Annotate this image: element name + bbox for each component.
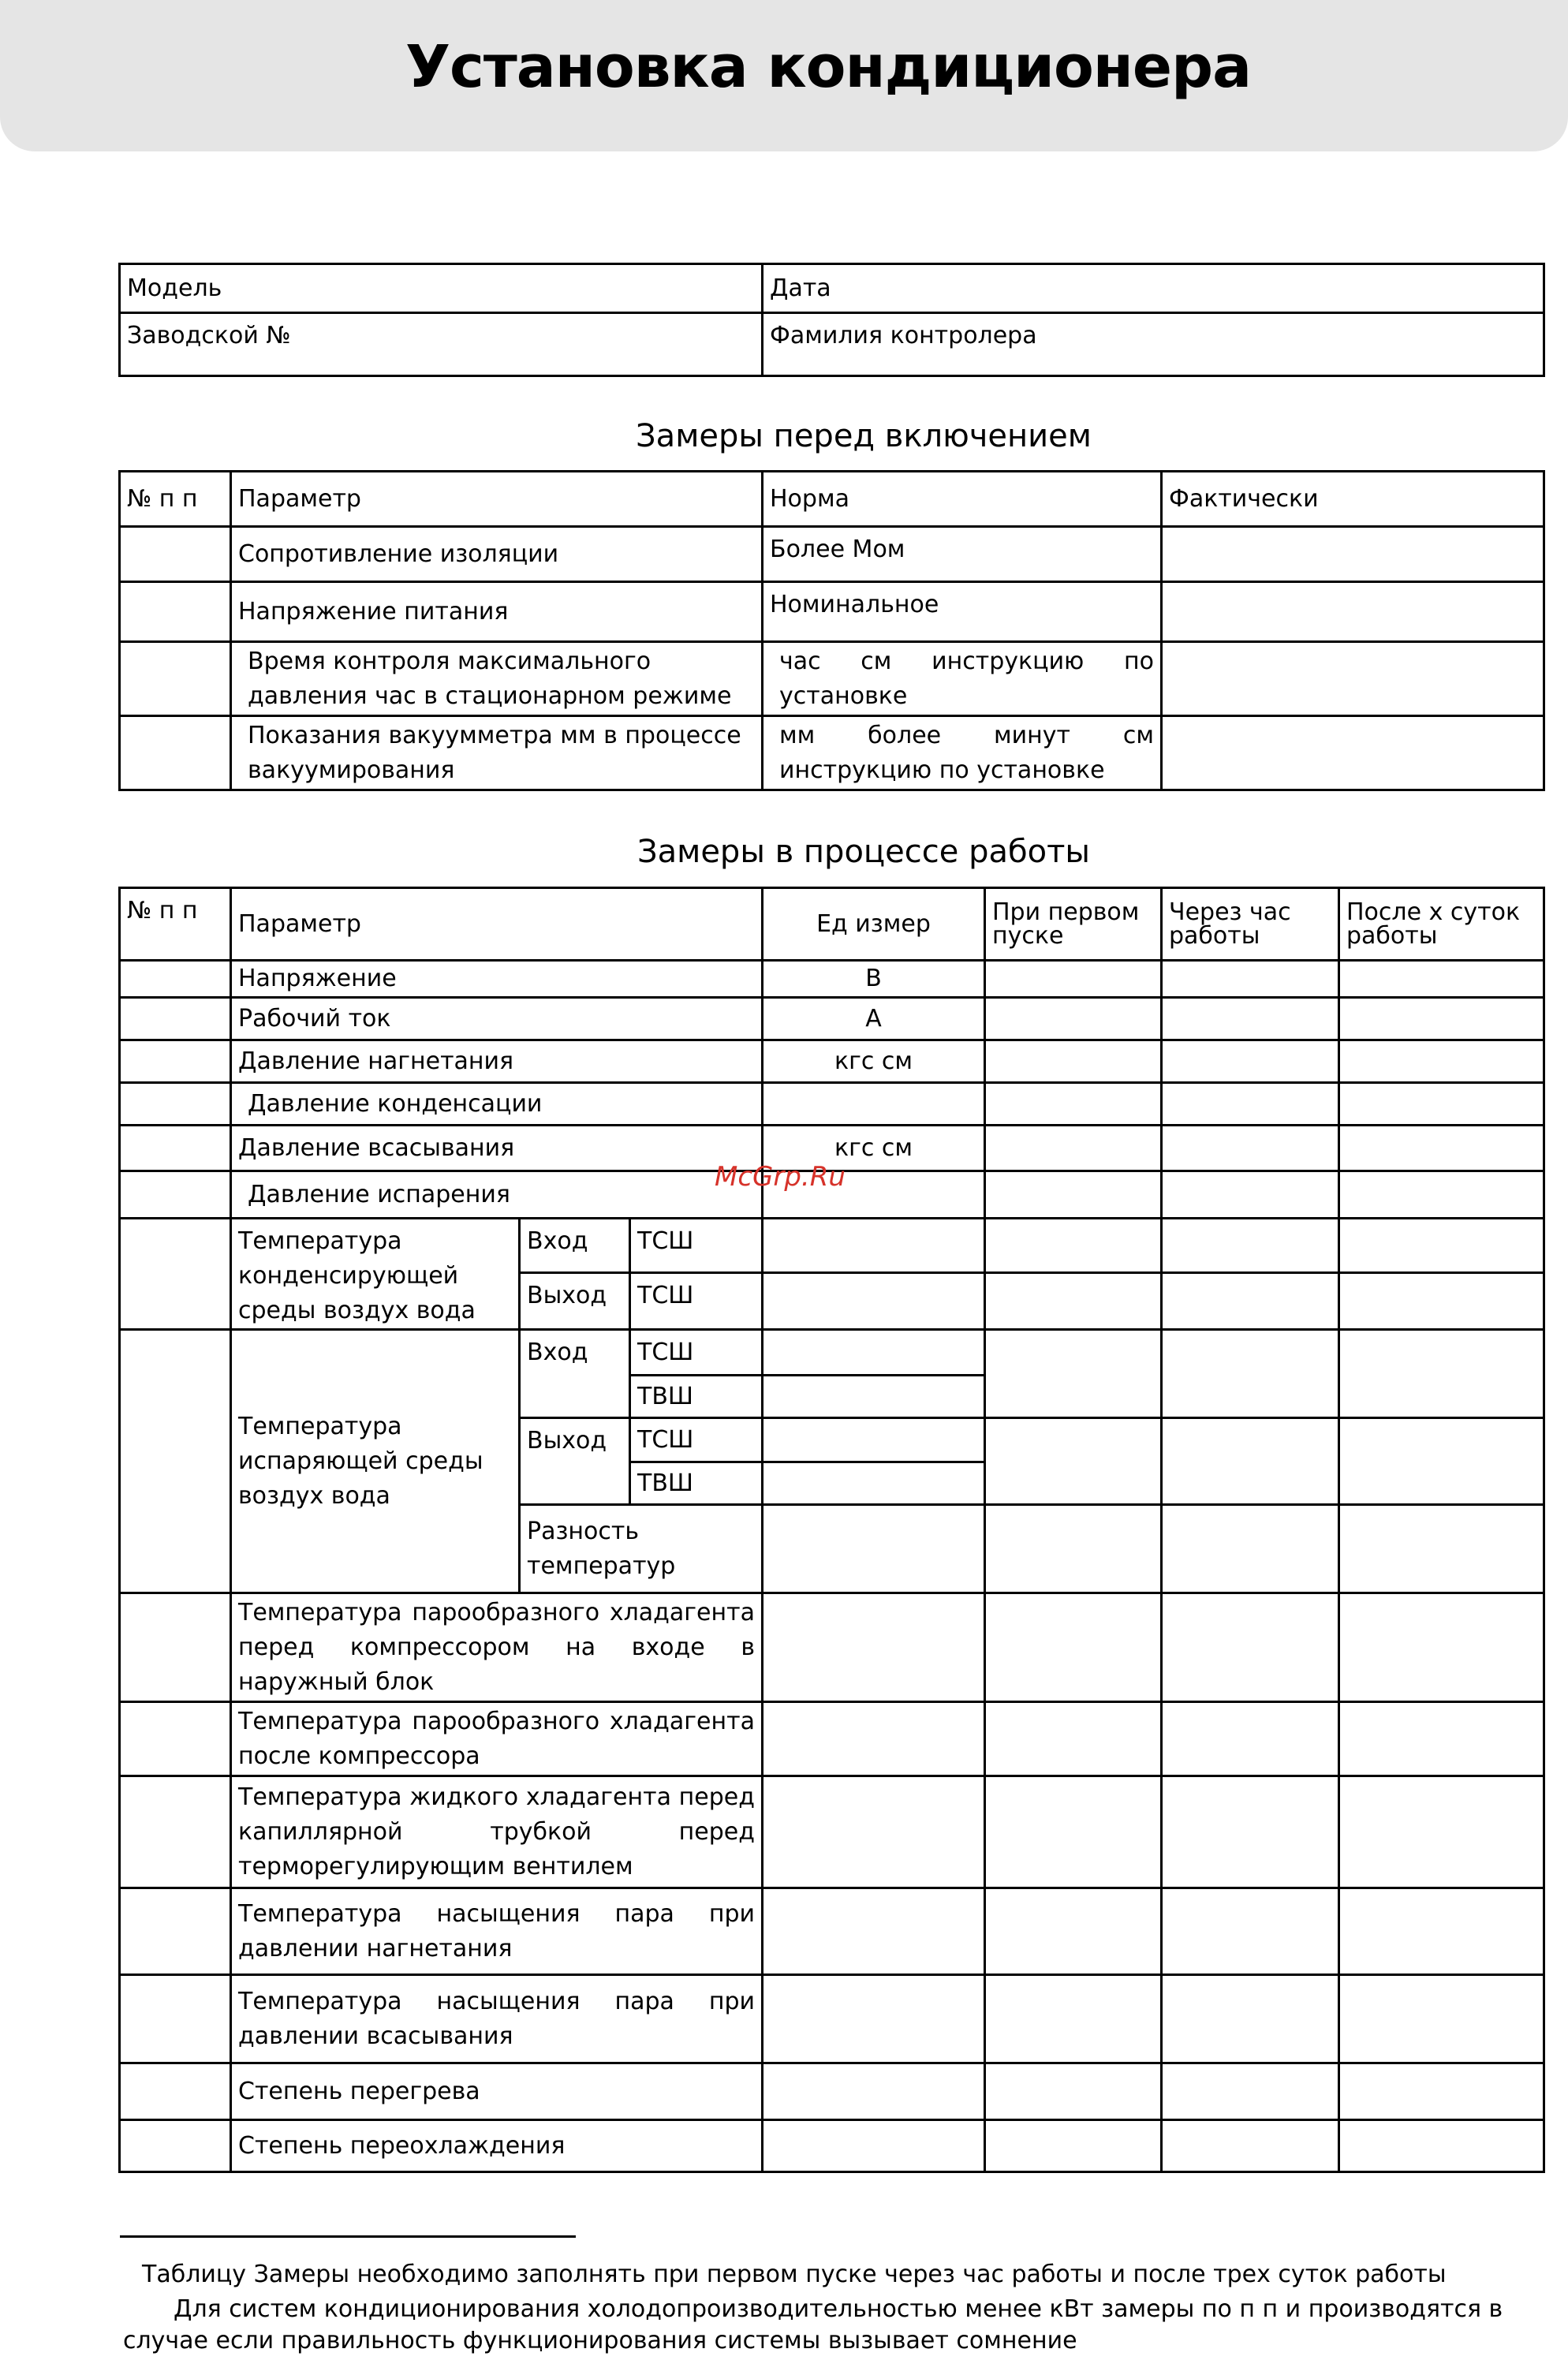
norm-cell: час см инструкцию по установке	[763, 642, 1162, 716]
param-cell: Температура парообразного хладагента перед компрессором на входе в наружный блок	[231, 1593, 763, 1702]
param-cell: Время контроля максимального давления час в стационарном режиме	[231, 642, 763, 716]
col-num-header: № п п	[120, 472, 231, 527]
date-label: Дата	[763, 264, 1544, 313]
actual-cell	[1162, 642, 1544, 716]
evap-in-wet-label: ТВШ	[630, 1376, 763, 1418]
header-table	[118, 263, 1545, 377]
model-label: Модель	[120, 264, 763, 313]
table-row	[120, 1040, 1544, 1083]
col-num-header: № п п	[120, 888, 231, 961]
param-cell: Степень перегрева	[231, 2063, 763, 2120]
norm-cell: мм более минут см инструкцию по установке	[763, 716, 1162, 790]
unit-cell: кгс см	[763, 1040, 985, 1083]
param-cell: Напряжение питания	[231, 582, 763, 642]
cond-out-label: Выход	[520, 1273, 630, 1330]
norm-cell: Более Мом	[763, 527, 1162, 582]
actual-cell	[1162, 527, 1544, 582]
param-cell: Сопротивление изоляции	[231, 527, 763, 582]
col-unit-header: Ед измер	[763, 888, 985, 961]
unit-cell: кгс см	[763, 1126, 985, 1171]
table-row	[120, 1776, 1544, 1888]
table-row	[120, 1975, 1544, 2063]
evap-in-label: Вход	[520, 1330, 630, 1418]
operation-table	[118, 887, 1545, 2173]
param-cell: Температура насыщения пара при давлении всасывания	[231, 1975, 763, 2063]
serial-label: Заводской №	[120, 313, 763, 376]
col-param-header: Параметр	[231, 888, 763, 961]
unit-cell: В	[763, 961, 985, 998]
table-row	[120, 1593, 1544, 1702]
table-row	[120, 1219, 1544, 1273]
param-cell: Температура жидкого хладагента перед капиллярной трубкой перед терморегулирующим вентилем	[231, 1776, 763, 1888]
col-after-days-header: После х суток работы	[1339, 888, 1544, 961]
page-title: Установка кондиционера	[405, 33, 1252, 101]
col-first-start-header: При первом пуске	[985, 888, 1162, 961]
cond-out-dry-label: ТСШ	[630, 1273, 763, 1330]
param-cell: Температура парообразного хладагента после компрессора	[231, 1702, 763, 1776]
param-cell: Рабочий ток	[231, 998, 763, 1040]
param-cell: Напряжение	[231, 961, 763, 998]
pre-start-table	[118, 470, 1545, 791]
table-row	[120, 961, 1544, 998]
footnote-line-1: Таблицу Замеры необходимо заполнять при первом пуске через час работы и после трех суток работы	[142, 2261, 1447, 2288]
evap-out-label: Выход	[520, 1418, 630, 1505]
evap-group-label: Температура испаряющей среды воздух вода	[231, 1330, 520, 1593]
evap-in-dry-label: ТСШ	[630, 1330, 763, 1376]
footnote-line-3: случае если правильность функционирования системы вызывает сомнение	[123, 2327, 1077, 2354]
param-cell: Давление нагнетания	[231, 1040, 763, 1083]
param-cell: Температура насыщения пара при давлении нагнетания	[231, 1888, 763, 1975]
table-row	[120, 1330, 1544, 1376]
footnote-divider	[120, 2235, 576, 2238]
param-cell: Показания вакуумметра мм в процессе вакуумирования	[231, 716, 763, 790]
inspector-label: Фамилия контролера	[763, 313, 1544, 376]
unit-cell	[763, 1083, 985, 1126]
actual-cell	[1162, 582, 1544, 642]
param-cell: Степень переохлаждения	[231, 2120, 763, 2172]
param-cell: Давление конденсации	[231, 1083, 763, 1126]
table-row	[120, 582, 1544, 642]
table-row	[120, 642, 1544, 716]
norm-cell: Номинальное	[763, 582, 1162, 642]
table-row	[120, 1083, 1544, 1126]
section1-title: Замеры перед включением	[636, 418, 1092, 454]
watermark: McGrp.Ru	[715, 1161, 846, 1193]
param-cell: Давление всасывания	[231, 1126, 763, 1171]
cond-in-label: Вход	[520, 1219, 630, 1273]
table-row	[120, 2063, 1544, 2120]
section2-title: Замеры в процессе работы	[637, 834, 1090, 870]
actual-cell	[1162, 716, 1544, 790]
evap-out-dry-label: ТСШ	[630, 1418, 763, 1462]
unit-cell: А	[763, 998, 985, 1040]
cond-in-dry-label: ТСШ	[630, 1219, 763, 1273]
table-row	[120, 2120, 1544, 2172]
col-norm-header: Норма	[763, 472, 1162, 527]
table-row	[120, 527, 1544, 582]
param-cell: Давление испарения	[231, 1171, 763, 1219]
table-row	[120, 1702, 1544, 1776]
col-param-header: Параметр	[231, 472, 763, 527]
evap-diff-label: Разность температур	[520, 1505, 763, 1593]
col-actual-header: Фактически	[1162, 472, 1544, 527]
footnote-line-2: Для систем кондиционирования холодопроизводительностью менее кВт замеры по п п и производятся в	[174, 2295, 1503, 2323]
cond-group-label: Температура конденсирующей среды воздух вода	[231, 1219, 520, 1330]
table-row	[120, 998, 1544, 1040]
evap-out-wet-label: ТВШ	[630, 1462, 763, 1505]
table-row	[120, 1888, 1544, 1975]
col-after-hour-header: Через час работы	[1162, 888, 1339, 961]
table-row	[120, 716, 1544, 790]
